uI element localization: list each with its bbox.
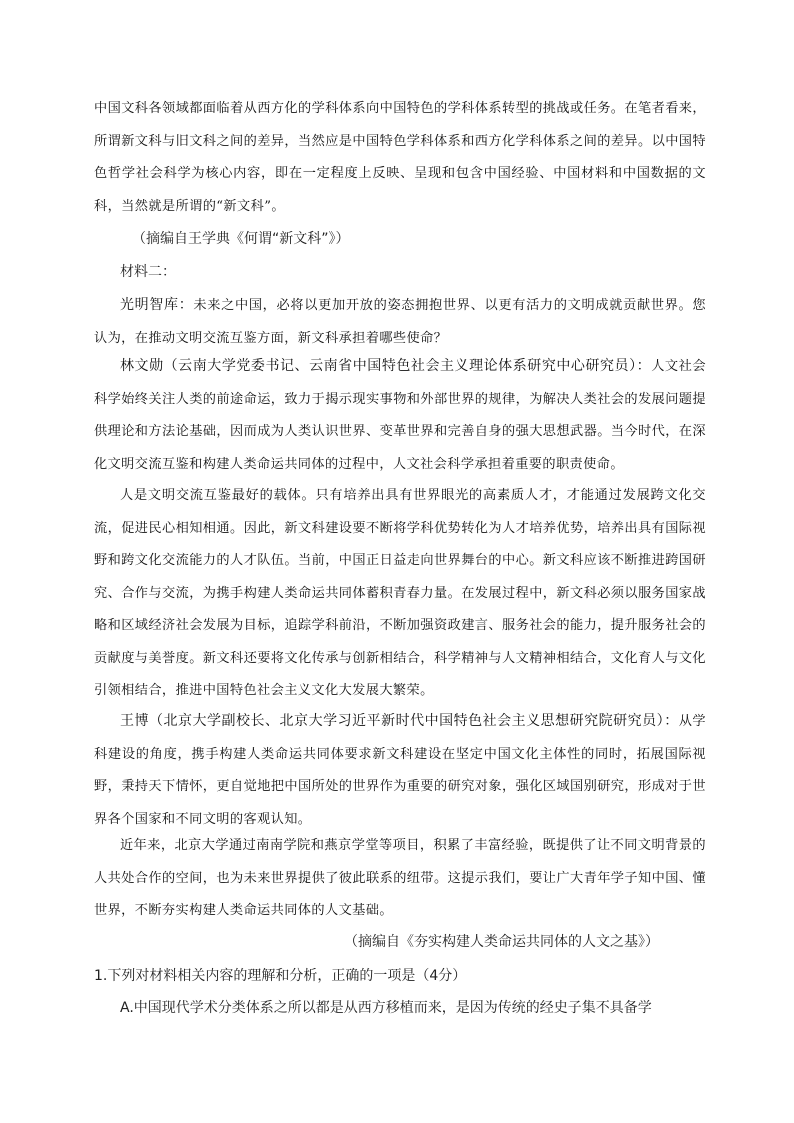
material-heading: 材料二： bbox=[120, 264, 176, 280]
source-citation-1: （摘编自王学典《何谓“新文科”》） bbox=[132, 231, 350, 247]
answer-2-text: 从学科建设的角度，携手构建人类命运共同体要求新文科建设在坚定中国文化主体性的同时，拓展国际视野，秉持天下情怀，更自觉地把中国所处的世界作为重要的研究对象，强化区域国别研究，形成对于世界各个国家和不同文明的客观认知。 bbox=[94, 714, 706, 827]
speaker-label: 林文勋（云南大学党委书记、云南省中国特色社会主义理论体系研究中心研究员）： bbox=[120, 358, 652, 374]
question-1: 1.下列对材料相关内容的理解和分析，正确的一项是（4分） bbox=[94, 968, 467, 984]
question-paragraph bbox=[94, 289, 706, 355]
speaker-label: 光明智库： bbox=[120, 297, 194, 313]
source-citation-2: （摘编自《夯实构建人类命运共同体的人文之基》） bbox=[344, 934, 659, 950]
answer-1-paragraph-2: 人是文明交流互鉴最好的载体。只有培养出具有世界眼光的高素质人才，才能通过发展跨文化交流，促进民心相知相通。因此，新文科建设要不断将学科优势转化为人才培养优势，培养出具有国际视野和跨文化交流能力的人才队伍。当前，中国正日益走向世界舞台的中心。新文科应该不断推进跨国研究、合作与交流，为携手构建人类命运共同体蓄积青春力量。在发展过程中，新文科必须以服务国家战略和区域经济社会发展为目标，追踪学科前沿，不断加强资政建言、服务社会的能力，提升服务社会的贡献度与美誉度。新文科还要将文化传承与创新相结合，科学精神与人文精神相结合，文化育人与文化引领相结合，推进中国特色社会主义文化大发展大繁荣。 bbox=[94, 488, 706, 698]
paragraph-1: 中国文科各领域都面临着从西方化的学科体系向中国特色的学科体系转型的挑战或任务。在笔者看来，所谓新文科与旧文科之间的差异，当然应是中国特色学科体系和西方化学科体系之间的差异。以中国特色哲学社会科学为核心内容，即在一定程度上反映、呈现和包含中国经验、中国材料和中国数据的文科，当然就是所谓的“新文科”。 bbox=[94, 101, 706, 214]
question-text: 未来之中国，必将以更加开放的姿态拥抱世界、以更有活力的文明成就贡献世界。您认为，在推动文明交流互鉴方面，新文科承担着哪些使命？ bbox=[94, 298, 707, 346]
answer-2-paragraph-2: 近年来，北京大学通过南南学院和燕京学堂等项目，积累了丰富经验，既提供了让不同文明背景的人共处合作的空间，也为未来世界提供了彼此联系的纽带。这提示我们，要让广大青年学子知中国、懂世界，不断夯实构建人类命运共同体的人文基础。 bbox=[94, 838, 706, 918]
option-a: A.中国现代学术分类体系之所以都是从西方移植而来，是因为传统的经史子集不具备学 bbox=[120, 1000, 652, 1016]
speaker-label: 王博（北京大学副校长、北京大学习近平新时代中国特色社会主义思想研究院研究员）： bbox=[120, 713, 679, 729]
answer-1-text: 人文社会科学始终关注人类的前途命运，致力于揭示现实事物和外部世界的规律，为解决人类社会的发展问题提供理论和方法论基础，因而成为人类认识世界、变革世界和完善自身的强大思想武器。当今时代，在深化文明交流互鉴和构建人类命运共同体的过程中，人文社会科学承担着重要的职责使命。 bbox=[94, 359, 706, 472]
answer-1-paragraph bbox=[94, 350, 706, 481]
answer-2-paragraph bbox=[94, 705, 706, 836]
